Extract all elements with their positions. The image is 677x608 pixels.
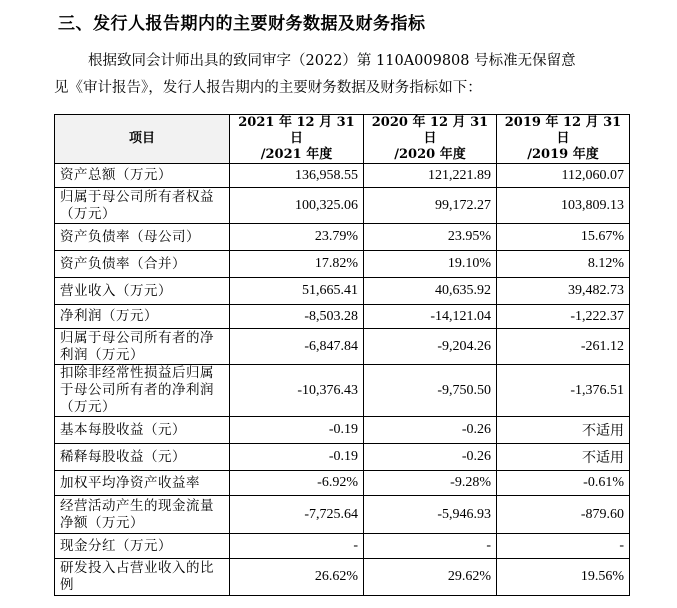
header-item [55,115,230,164]
financial-data-table [54,114,630,596]
header-2021 [230,115,364,164]
value-2019: -261.12 [497,329,630,365]
value-2019: 19.56% [497,559,630,596]
row-label: 资产总额（万元） [55,164,230,188]
value-2021: -0.19 [230,417,364,444]
value-2020: -5,946.93 [364,496,497,534]
value-2021: -6,847.84 [230,329,364,365]
table-row [55,417,630,444]
table-row [55,164,630,188]
row-label: 营业收入（万元） [55,278,230,305]
table-row [55,251,630,278]
table-row [55,471,630,496]
row-label: 加权平均净资产收益率 [55,471,230,496]
table-row [55,534,630,559]
value-2020: -14,121.04 [364,305,497,329]
value-2019: -879.60 [497,496,630,534]
value-2021: -6.92% [230,471,364,496]
table-row [55,305,630,329]
value-2021: 100,325.06 [230,188,364,224]
value-2021: 23.79% [230,224,364,251]
header-2019 [497,115,630,164]
row-label: 经营活动产生的现金流量净额（万元） [55,496,230,534]
table-row [55,444,630,471]
table-header-row [55,115,630,164]
value-2020: -0.26 [364,417,497,444]
value-2019: 不适用 [497,444,630,471]
table-row [55,365,630,417]
value-2020: -9,750.50 [364,365,497,417]
row-label: 资产负债率（母公司） [55,224,230,251]
value-2019: -1,376.51 [497,365,630,417]
section-heading: 三、发行人报告期内的主要财务数据及财务指标 [58,14,426,34]
row-label: 基本每股收益（元） [55,417,230,444]
table-row [55,224,630,251]
row-label: 资产负债率（合并） [55,251,230,278]
value-2021: -7,725.64 [230,496,364,534]
header-2021-line2: /2021 年度 [260,147,333,162]
value-2021: 136,958.55 [230,164,364,188]
row-label: 稀释每股收益（元） [55,444,230,471]
value-2020: 19.10% [364,251,497,278]
value-2019: - [497,534,630,559]
value-2019: 39,482.73 [497,278,630,305]
header-2020-line1: 2020 年 12 月 31 日 [371,115,489,146]
value-2020: 29.62% [364,559,497,596]
table-row [55,559,630,596]
value-2021: -0.19 [230,444,364,471]
table-row [55,278,630,305]
value-2021: -8,503.28 [230,305,364,329]
table-row [55,496,630,534]
row-label: 净利润（万元） [55,305,230,329]
table-row [55,329,630,365]
value-2020: -9.28% [364,471,497,496]
header-2021-line1: 2021 年 12 月 31 日 [238,115,355,146]
header-item-label: 项目 [128,131,155,146]
value-2019: 不适用 [497,417,630,444]
value-2020: 23.95% [364,224,497,251]
header-2019-line1: 2019 年 12 月 31 日 [504,115,622,146]
table-row [55,188,630,224]
row-label: 扣除非经常性损益后归属于母公司所有者的净利润（万元） [55,365,230,417]
value-2021: 51,665.41 [230,278,364,305]
intro-line-1: 根据致同会计师出具的致同审字（2022）第 110A009808 号标准无保留意 [88,53,576,69]
value-2020: -0.26 [364,444,497,471]
value-2020: -9,204.26 [364,329,497,365]
value-2021: - [230,534,364,559]
row-label: 现金分红（万元） [55,534,230,559]
value-2019: 15.67% [497,224,630,251]
row-label: 归属于母公司所有者的净利润（万元） [55,329,230,365]
row-label: 研发投入占营业收入的比例 [55,559,230,596]
value-2020: 99,172.27 [364,188,497,224]
value-2021: 17.82% [230,251,364,278]
intro-line-2: 见《审计报告》，发行人报告期内的主要财务数据及财务指标如下： [54,80,482,96]
value-2021: 26.62% [230,559,364,596]
value-2020: 40,635.92 [364,278,497,305]
value-2019: 103,809.13 [497,188,630,224]
header-2020 [364,115,497,164]
value-2020: - [364,534,497,559]
intro-paragraph [54,48,644,102]
value-2021: -10,376.43 [230,365,364,417]
header-2020-line2: /2020 年度 [394,147,466,162]
value-2020: 121,221.89 [364,164,497,188]
value-2019: 8.12% [497,251,630,278]
value-2019: -0.61% [497,471,630,496]
value-2019: -1,222.37 [497,305,630,329]
header-2019-line2: /2019 年度 [527,147,599,162]
value-2019: 112,060.07 [497,164,630,188]
row-label: 归属于母公司所有者权益（万元） [55,188,230,224]
